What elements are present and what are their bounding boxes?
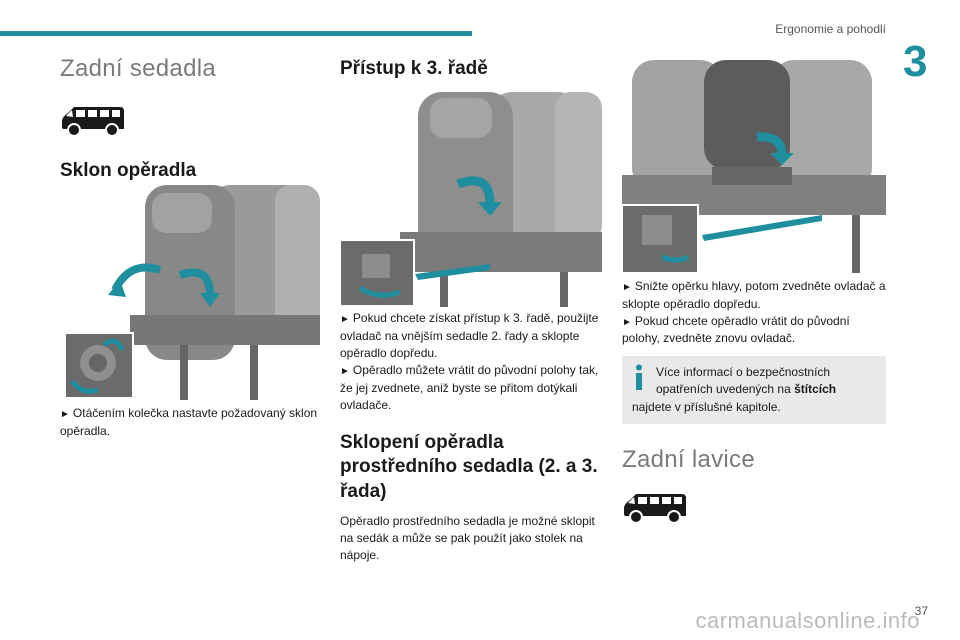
info-icon xyxy=(632,364,646,390)
backrest-angle-illustration xyxy=(60,185,320,400)
instruction-backrest xyxy=(60,405,320,440)
bullet-arrow-icon: ► xyxy=(340,366,350,378)
column-rear-seats xyxy=(60,55,320,184)
running-header: Ergonomie a pohodlí xyxy=(775,22,886,36)
instruction-text: Snižte opěrku hlavy, potom zvedněte ovladač a sklopte opěradlo dopředu. xyxy=(622,279,886,311)
third-row-access-illustration xyxy=(340,92,602,307)
section-title-middle-seat-fold: Sklopení opěradla prostředního sedadla (2. a 3. řada) xyxy=(340,431,598,502)
page-number: 37 xyxy=(914,604,928,618)
bullet-arrow-icon: ► xyxy=(622,316,632,328)
section-title-rear-seats: Zadní sedadla xyxy=(60,55,217,82)
bullet-arrow-icon: ► xyxy=(60,409,70,420)
subsection-title-backrest-angle: Sklon opěradla xyxy=(60,160,197,181)
section-title-rear-bench: Zadní lavice xyxy=(622,445,755,473)
bullet-arrow-icon: ► xyxy=(622,282,632,293)
info-line: opatřeních uvedených na xyxy=(656,382,795,397)
column3-body xyxy=(622,278,886,526)
middle-seat-fold-illustration xyxy=(622,55,886,273)
info-box xyxy=(622,356,886,424)
chapter-number: 3 xyxy=(903,37,928,86)
paragraph-middle-seat: Opěradlo prostředního sedadla je možné sklopit na sedák a může se pak použít jako stolek na nápoje. xyxy=(340,513,595,563)
bullet-arrow-icon: ► xyxy=(340,314,350,325)
info-line: Více informací o bezpečnostních xyxy=(656,364,831,379)
instruction-text: Pokud chcete získat přístup k 3. řadě, použijte ovladač na vnějším sedadle 2. řady a sklopte opěradlo dopředu. xyxy=(340,311,599,360)
instruction-text: Opěradlo můžete vrátit do původní polohy tak, že jej zvednete, aniž byste se přitom dotýkali ovladače. xyxy=(340,363,599,413)
instruction-text: Pokud chcete opěradlo vrátit do původní polohy, zvedněte znovu ovladač. xyxy=(622,313,850,346)
instruction-text: Otáčením kolečka nastavte požadovaný sklon opěradla. xyxy=(60,406,318,438)
van-icon xyxy=(622,492,688,526)
info-line: najdete v příslušné kapitole. xyxy=(632,399,781,414)
column-access-third-row xyxy=(340,55,602,82)
header-accent-bar xyxy=(0,31,472,36)
section-title-access-third-row: Přístup k 3. řadě xyxy=(340,58,488,79)
watermark: carmanualsonline.info xyxy=(695,608,920,633)
van-icon xyxy=(60,105,126,139)
column2-body xyxy=(340,310,602,565)
info-link-labels: štítcích xyxy=(794,382,837,397)
